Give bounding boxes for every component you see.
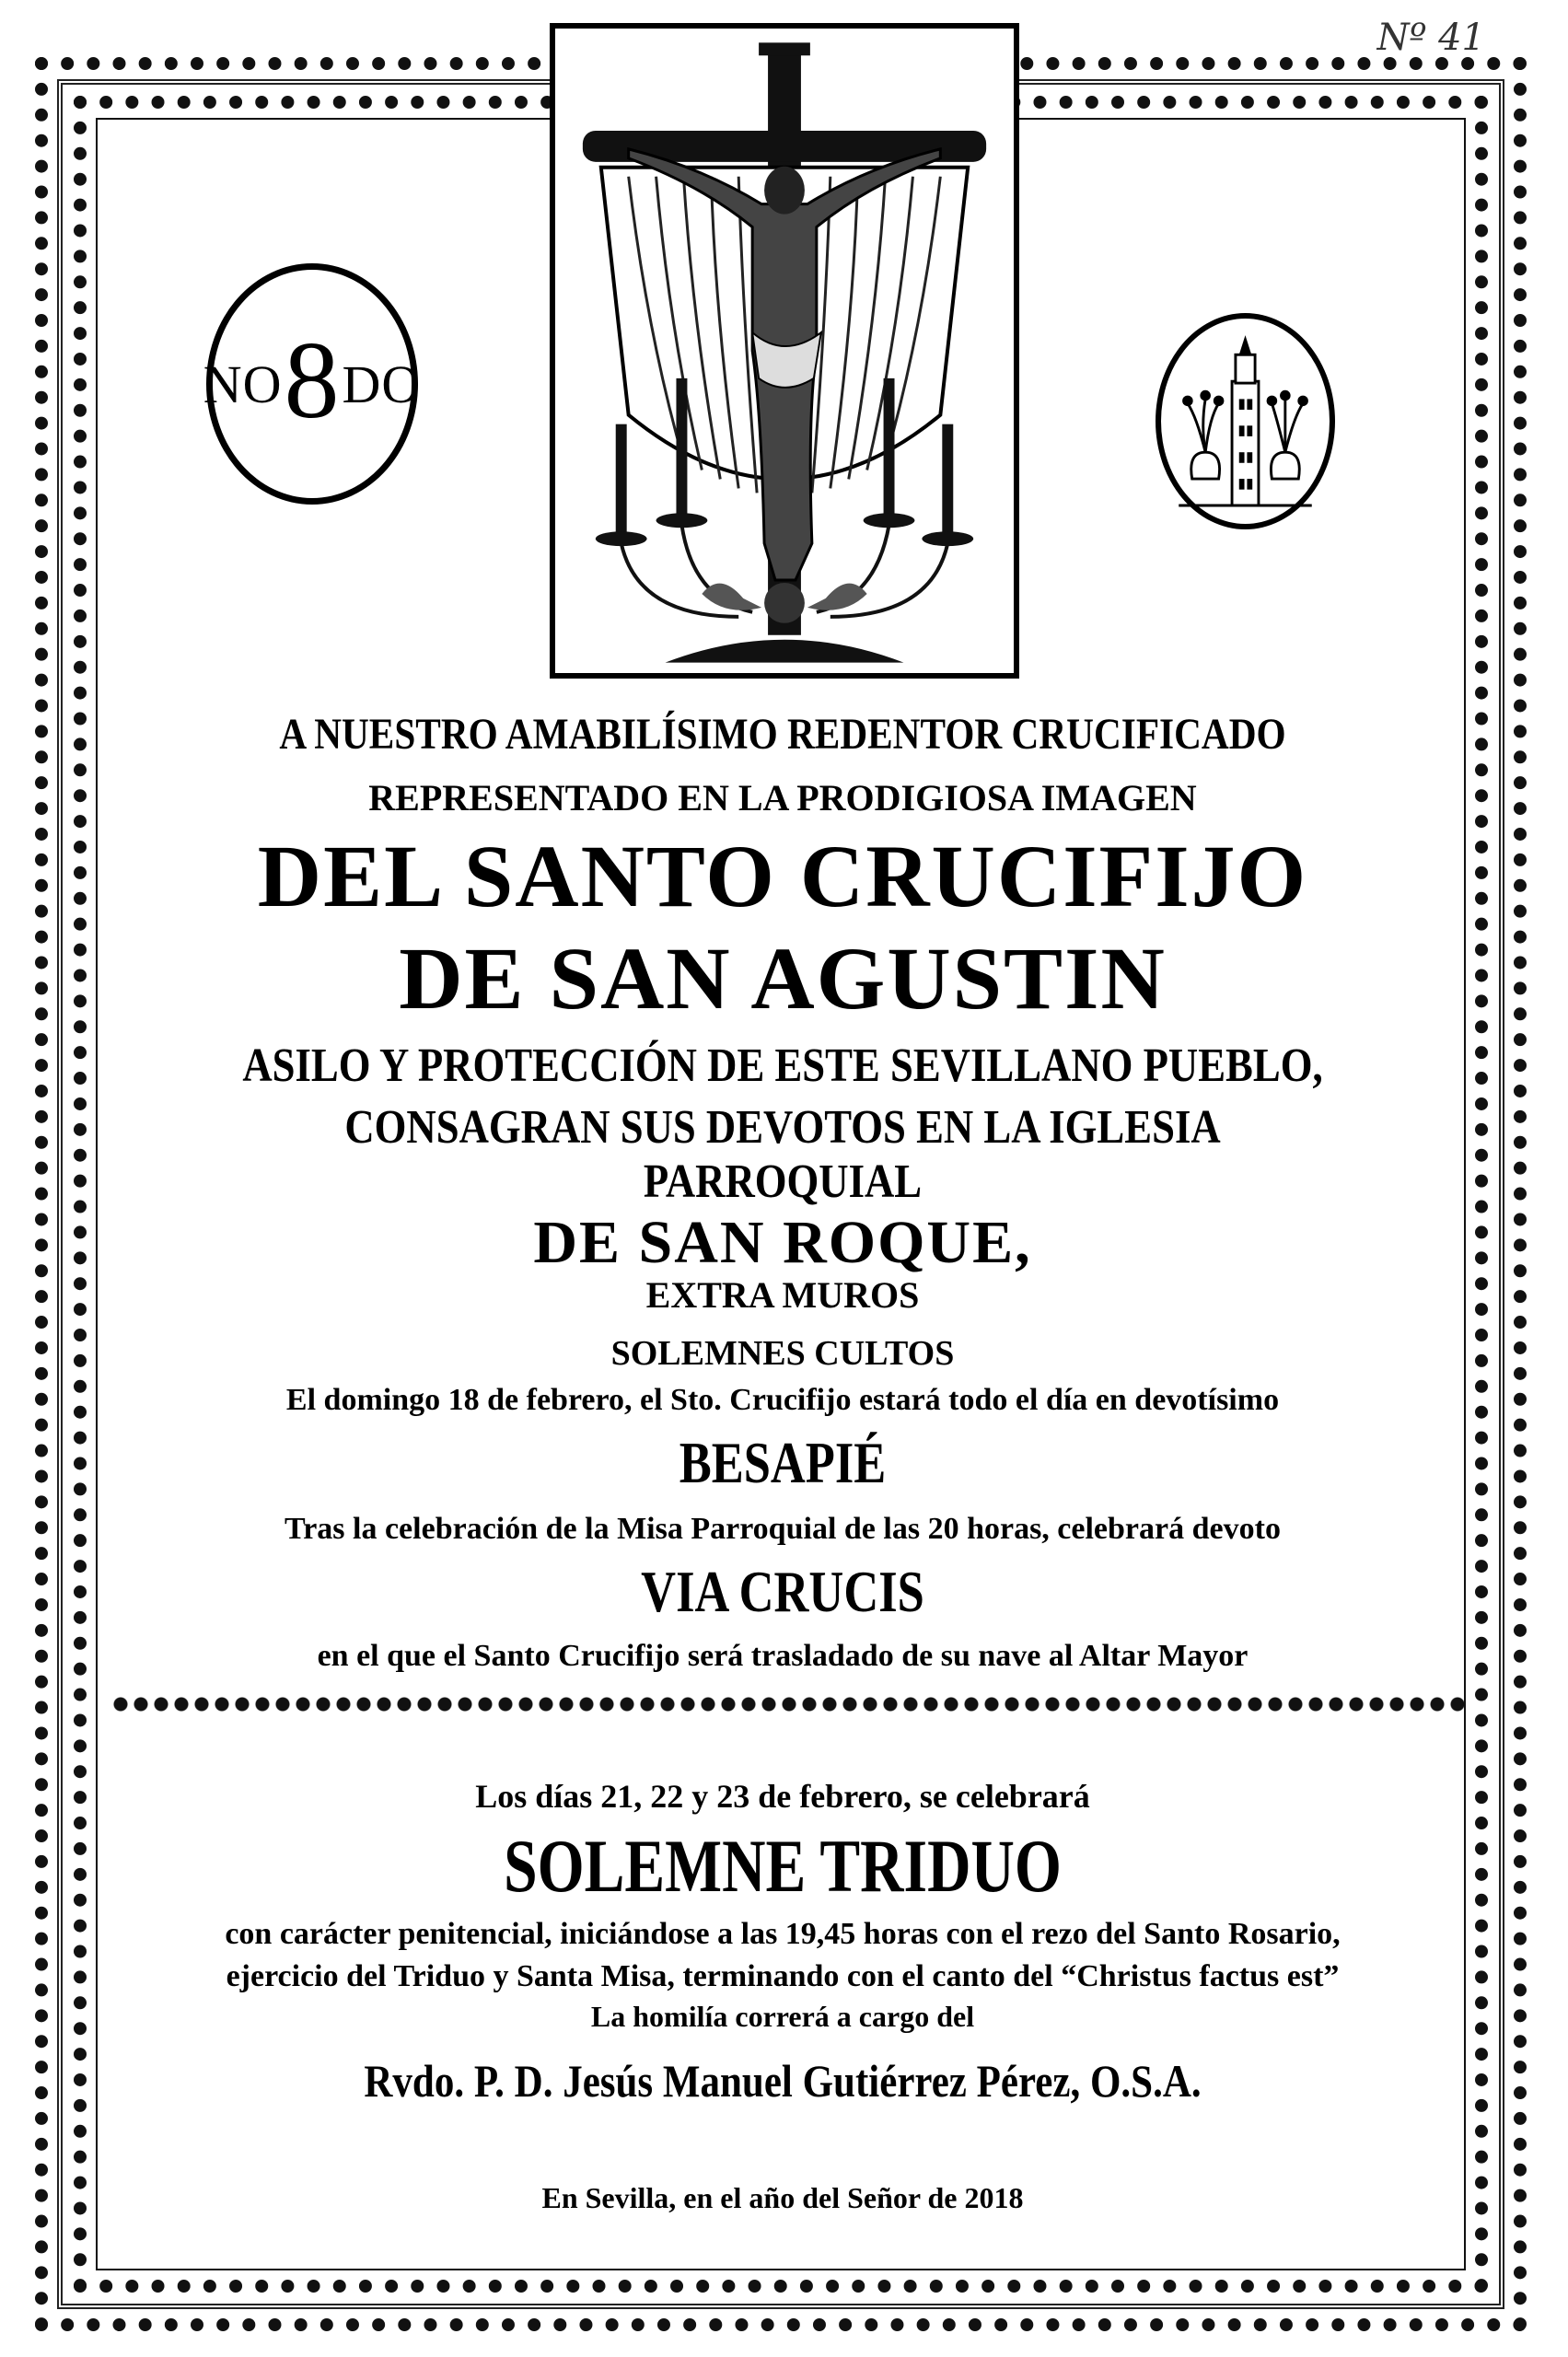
no8do-seal (203, 263, 422, 505)
triduo-dates: Los días 21, 22 y 23 de febrero, se celebrará (475, 1778, 1090, 1815)
church-subtitle: EXTRA MUROS (645, 1273, 920, 1316)
ornamental-divider (110, 1694, 1464, 1714)
crucifix-engraving-icon (550, 23, 1019, 679)
dedication-block (120, 709, 1446, 1674)
seal-text-do: DO (342, 354, 422, 414)
seal-madeja-glyph: 8 (284, 319, 341, 441)
dedication-line-4: CONSAGRAN SUS DEVOTOS EN LA IGLESIA PARROQUIAL (344, 1100, 1221, 1208)
domingo-text: El domingo 18 de febrero, el Sto. Crucifijo estará todo el día en devotísimo (285, 1382, 1280, 1417)
dedication-line-3: ASILO Y PROTECCIÓN DE ESTE SEVILLANO PUEBLO, (242, 1039, 1323, 1092)
giralda-seal-icon (1156, 313, 1335, 529)
triduo-title: SOLEMNE TRIDUO (504, 1824, 1062, 1908)
place-date: En Sevilla, en el año del Señor de 2018 (541, 2181, 1024, 2215)
triduo-caracter: con carácter penitencial, iniciándose a las 19,45 horas con el rezo del Santo Rosario, (225, 1917, 1341, 1952)
title-san-agustin: DE SAN AGUSTIN (399, 928, 1167, 1028)
via-crucis-heading: VIA CRUCIS (641, 1558, 924, 1624)
title-santo-crucifijo: DEL SANTO CRUCIFIJO (257, 827, 1308, 925)
dedication-line-1: A NUESTRO AMABILÍSIMO REDENTOR CRUCIFICADO (279, 710, 1286, 759)
catalog-number: Nº 41 (1376, 17, 1485, 59)
triduo-ejercicio: ejercicio del Triduo y Santa Misa, terminando con el canto del “Christus factus est” (226, 1959, 1340, 1994)
traslado-text: en el que el Santo Crucifijo será trasladado de su nave al Altar Mayor (317, 1638, 1249, 1673)
triduo-homilia: La homilía correrá a cargo del (590, 2000, 975, 2034)
cultos-heading: SOLEMNES CULTOS (610, 1333, 955, 1373)
triduo-block (120, 1777, 1446, 2215)
tras-text: Tras la celebración de la Misa Parroquial de las 20 horas, celebrará devoto (285, 1511, 1281, 1546)
besapie-heading: BESAPIÉ (679, 1429, 887, 1495)
predicador-name: Rvdo. P. D. Jesús Manuel Gutiérrez Pérez, O.S.A. (364, 2055, 1202, 2107)
seal-text-no: NO (203, 354, 283, 414)
dedication-line-2: REPRESENTADO EN LA PRODIGIOSA IMAGEN (368, 777, 1197, 819)
church-name: DE SAN ROQUE, (533, 1208, 1032, 1276)
